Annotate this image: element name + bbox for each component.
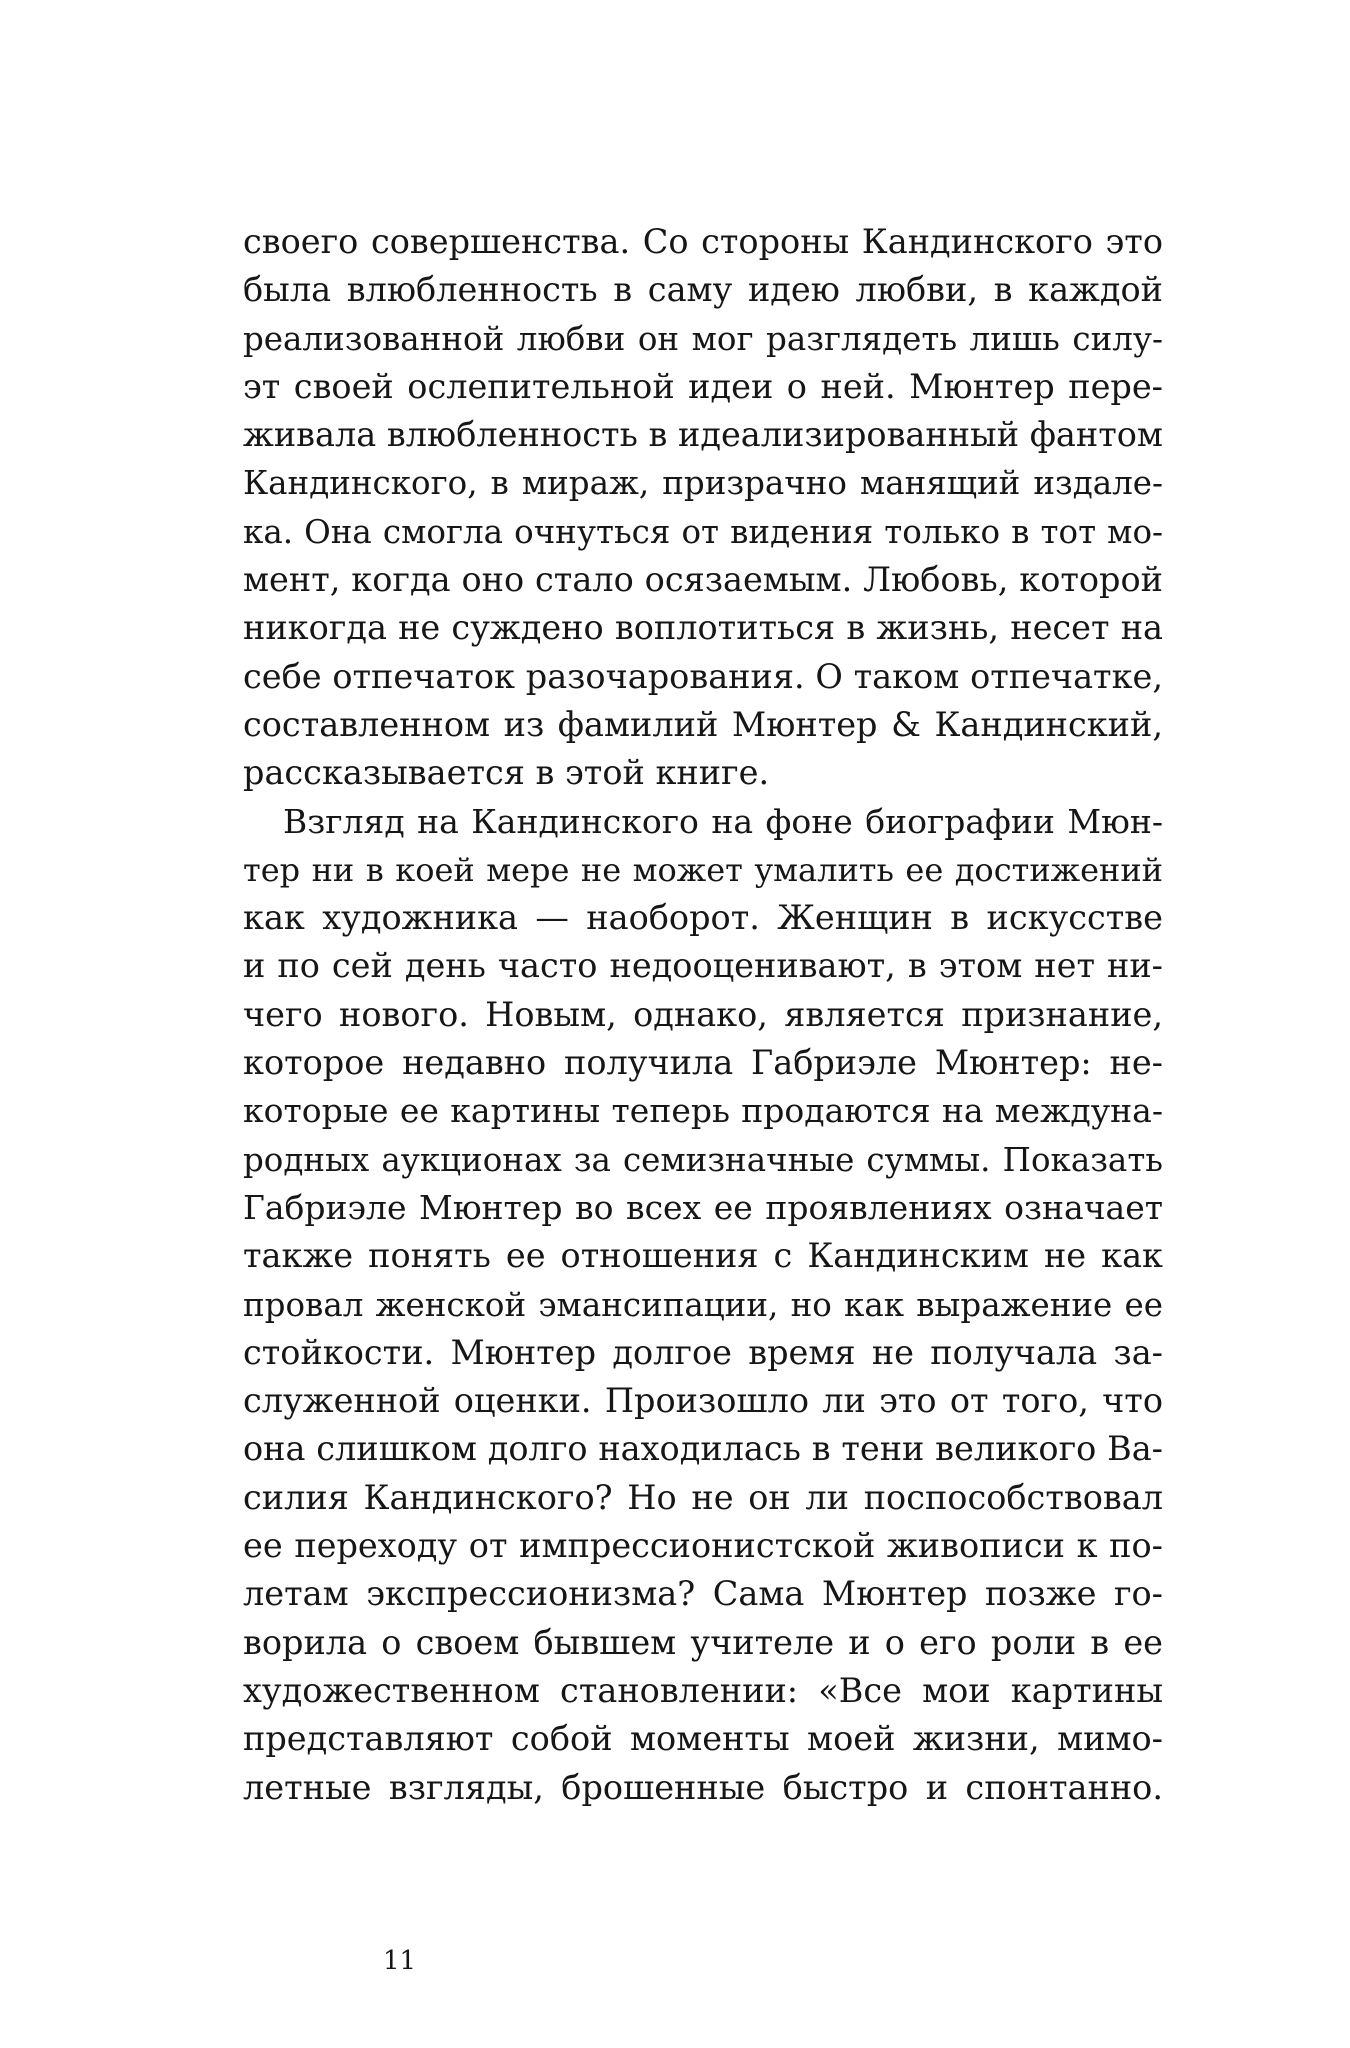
text-line: была влюбленность в саму идею любви, в каждой	[243, 270, 1163, 310]
text-line: стойкости. Мюнтер долгое время не получала за-	[243, 1332, 1163, 1372]
text-line: Кандинского, в мираж, призрачно манящий издале-	[243, 464, 1163, 503]
text-line: которые ее картины теперь продаются на междуна-	[243, 1091, 1163, 1131]
text-line: силия Кандинского? Но не он ли поспособствовал	[243, 1477, 1163, 1517]
text-line: мент, когда оно стало осязаемым. Любовь, которой	[243, 560, 1163, 600]
text-line: составленном из фамилий Мюнтер & Кандинский,	[243, 704, 1163, 744]
text-line: рассказывается в этой книге.	[243, 753, 770, 793]
text-line: родных аукционах за семизначные суммы. Показать	[243, 1140, 1163, 1179]
text-line: себе отпечаток разочарования. О таком отпечатке,	[243, 656, 1163, 696]
text-line: живала влюбленность в идеализированный фантом	[243, 415, 1163, 455]
text-line: служенной оценки. Произошло ли это от того, что	[243, 1381, 1163, 1421]
text-line: ворила о своем бывшем учителе и о его роли в ее	[243, 1622, 1163, 1662]
text-line: тер ни в коей мере не может умалить ее достижений	[243, 850, 1163, 889]
text-line: также понять ее отношения с Кандинским не как	[243, 1236, 1163, 1276]
body-text	[243, 218, 1163, 1812]
text-line: своего совершенства. Со стороны Кандинского это	[243, 222, 1163, 261]
text-line: она слишком долго находилась в тени великого Ва-	[243, 1429, 1163, 1469]
text-line: провал женской эмансипации, но как выражение ее	[243, 1285, 1163, 1324]
text-line: Габриэле Мюнтер во всех ее проявлениях означает	[243, 1187, 1163, 1227]
text-line: реализованной любви он мог разглядеть лишь силу-	[243, 319, 1163, 358]
text-line: эт своей ослепительной идеи о ней. Мюнтер пере-	[243, 366, 1163, 406]
text-line: летные взгляды, брошенные быстро и спонтанно.	[243, 1767, 1163, 1807]
text-line: ка. Она смогла очнуться от видения только в тот мо-	[243, 512, 1163, 551]
text-line: представляют собой моменты моей жизни, мимо-	[243, 1719, 1163, 1759]
text-line: ее переходу от импрессионистской живописи к по-	[243, 1526, 1163, 1566]
text-line: и по сей день часто недооценивают, в этом нет ни-	[243, 946, 1163, 986]
text-line: которое недавно получила Габриэле Мюнтер: не-	[243, 1043, 1163, 1083]
text-line: как художника — наоборот. Женщин в искусстве	[243, 898, 1163, 938]
page-number: 11	[383, 1946, 417, 1976]
text-line: чего нового. Новым, однако, является признание,	[243, 994, 1163, 1034]
text-line: летам экспрессионизма? Сама Мюнтер позже го-	[243, 1574, 1163, 1614]
text-line: художественном становлении: «Все мои картины	[243, 1670, 1163, 1710]
text-line: никогда не суждено воплотиться в жизнь, несет на	[243, 608, 1163, 648]
text-line: Взгляд на Кандинского на фоне биографии Мюн-	[283, 801, 1163, 841]
